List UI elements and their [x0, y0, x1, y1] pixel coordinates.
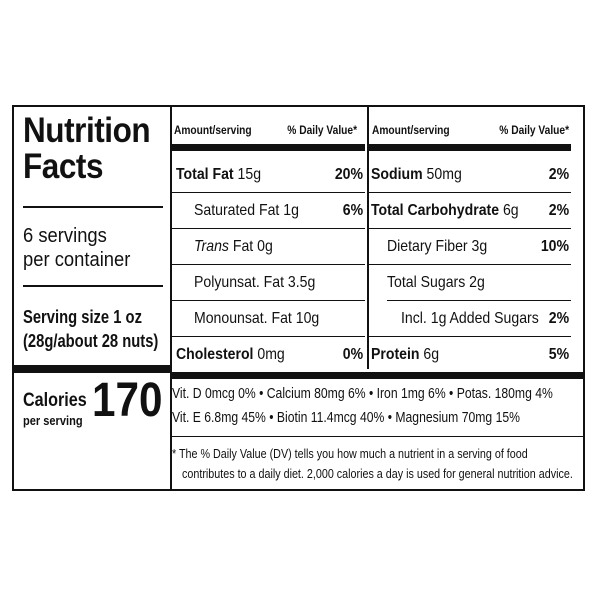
title-line-1: Nutrition — [23, 111, 151, 150]
nutrient-dv: 6% — [342, 202, 363, 219]
nutrient-row-saturated-fat — [172, 193, 365, 228]
label-left-panel — [14, 107, 170, 489]
divider — [23, 285, 163, 287]
serving-size-line-1: Serving size 1 oz — [23, 307, 142, 327]
serving-size — [23, 305, 158, 353]
thick-divider — [369, 144, 571, 151]
nutrient-amount: 50mg — [426, 166, 462, 183]
nutrient-amount: 15g — [237, 166, 262, 183]
nutrient-row-added-sugars — [369, 301, 571, 336]
nutrient-name: Dietary Fiber — [387, 238, 468, 255]
footnote-line-1: * The % Daily Value (DV) tells you how much a nutrient in a serving of food — [172, 447, 528, 461]
vitamins-line-1: Vit. D 0mcg 0% • Calcium 80mg 6% • Iron 1mg 6% • Potas. 180mg 4% — [172, 386, 553, 402]
nutrient-dv: 2% — [548, 310, 569, 327]
nutrient-row-cholesterol — [172, 337, 365, 372]
nutrient-name: Total Fat — [176, 166, 234, 183]
nutrient-name: Total Sugars — [387, 274, 466, 291]
nutrient-name: Total Carbohydrate — [371, 202, 500, 219]
nutrition-facts-label — [12, 105, 585, 491]
nutrient-amount: Fat 0g — [232, 238, 273, 255]
right-amount-header: Amount/serving — [372, 123, 450, 137]
nutrient-row-total-fat — [172, 157, 365, 192]
nutrient-row-protein — [369, 337, 571, 372]
nutrient-row-monounsat-fat — [172, 301, 365, 336]
nutrient-amount: 3.5g — [287, 274, 316, 291]
nutrient-name: Polyunsat. Fat — [194, 274, 285, 291]
nutrient-amount: 0mg — [257, 346, 285, 363]
servings-per-container — [23, 224, 130, 272]
nutrient-row-sodium — [369, 157, 571, 192]
calories-label: Calories — [23, 390, 87, 411]
nutrient-amount: 6g — [423, 346, 440, 363]
servings-line-1: 6 servings — [23, 225, 107, 247]
nutrient-row-total-carbohydrate — [369, 193, 571, 228]
title-line-2: Facts — [23, 147, 104, 186]
left-dv-header: % Daily Value* — [287, 123, 357, 137]
calories-per-serving: per serving — [23, 413, 83, 428]
thick-divider — [14, 365, 170, 373]
right-dv-header: % Daily Value* — [499, 123, 569, 137]
nutrient-amount: 2g — [469, 274, 485, 291]
footnote-line-2: contributes to a daily diet. 2,000 calories a day is used for general nutrition advice. — [182, 467, 573, 481]
divider — [23, 206, 163, 208]
nutrient-dv: 0% — [342, 346, 363, 363]
left-amount-header: Amount/serving — [174, 123, 252, 137]
nutrient-dv: 10% — [540, 238, 569, 255]
serving-size-line-2: (28g/about 28 nuts) — [23, 331, 159, 351]
thick-divider — [172, 144, 365, 151]
servings-line-2: per container — [23, 249, 131, 271]
nutrient-dv: 2% — [548, 202, 569, 219]
nutrient-row-polyunsat-fat — [172, 265, 365, 300]
nutrient-name: Saturated Fat — [194, 202, 280, 219]
nutrient-dv: 20% — [334, 166, 363, 183]
nutrient-row-trans-fat — [172, 229, 365, 264]
nutrient-name: Sodium — [371, 166, 423, 183]
nutrient-row-total-sugars — [369, 265, 571, 300]
vitamins-line-2: Vit. E 6.8mg 45% • Biotin 11.4mcg 40% • Magnesium 70mg 15% — [172, 410, 520, 426]
label-title — [23, 113, 150, 185]
nutrient-name: Trans — [194, 238, 229, 255]
nutrient-amount: 6g — [502, 202, 519, 219]
nutrient-name: Protein — [371, 346, 420, 363]
nutrient-dv: 5% — [548, 346, 569, 363]
nutrient-dv: 2% — [548, 166, 569, 183]
nutrient-amount: 1g — [283, 202, 299, 219]
row-divider — [172, 436, 585, 437]
thick-divider — [172, 372, 585, 379]
nutrient-name: Incl. 1g Added Sugars — [401, 310, 539, 327]
calories-value: 170 — [92, 374, 163, 427]
nutrient-amount: 10g — [295, 310, 320, 327]
nutrient-row-dietary-fiber — [369, 229, 571, 264]
nutrient-name: Cholesterol — [176, 346, 254, 363]
nutrient-name: Monounsat. Fat — [194, 310, 292, 327]
nutrient-amount: 3g — [471, 238, 488, 255]
